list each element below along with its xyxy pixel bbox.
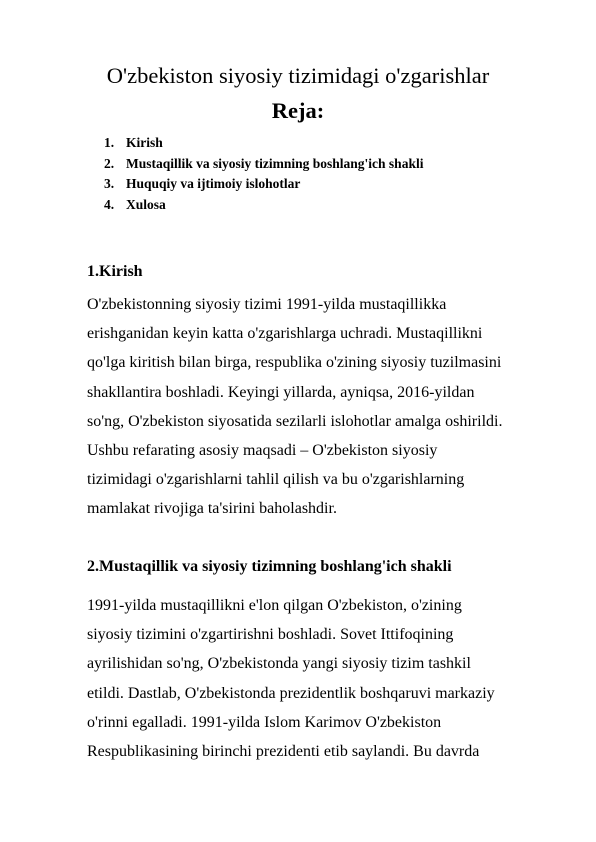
plan-item-label: Huquqiy va ijtimoiy islohotlar bbox=[126, 176, 301, 192]
paragraph-line: mamlakat rivojiga ta'sirini baholashdir. bbox=[87, 500, 337, 518]
plan-item-label: Kirish bbox=[126, 135, 163, 150]
paragraph-line: O'zbekistonning siyosiy tizimi 1991-yilda mustaqillikka bbox=[87, 296, 447, 313]
plan-list bbox=[104, 133, 423, 216]
paragraph-line: qo'lga kiritish bilan birga, respublika o'zining siyosiy tuzilmasini bbox=[87, 354, 502, 372]
plan-item bbox=[104, 195, 423, 216]
plan-item bbox=[104, 174, 423, 195]
paragraph-line: shakllantira boshladi. Keyingi yillarda, ayniqsa, 2016-yildan bbox=[87, 383, 475, 401]
section-heading-kirish: 1.Kirish bbox=[87, 263, 143, 280]
plan-item-number: 1. bbox=[104, 135, 115, 150]
plan-item-number: 4. bbox=[104, 197, 115, 213]
paragraph-line: o'rinni egalladi. 1991-yilda Islom Karimov O'zbekiston bbox=[87, 713, 442, 731]
document-title: O'zbekiston siyosiy tizimidagi o'zgarishlar bbox=[106, 63, 490, 88]
paragraph-line: etildi. Dastlab, O'zbekistonda prezidentlik boshqaruvi markaziy bbox=[87, 684, 495, 702]
paragraph-line: so'ng, O'zbekiston siyosatida sezilarli islohotlar amalga oshirildi. bbox=[87, 412, 503, 430]
section-heading-mustaqillik: 2.Mustaqillik va siyosiy tizimning boshlang'ich shakli bbox=[87, 558, 452, 575]
plan-item-number: 2. bbox=[104, 155, 115, 171]
paragraph-line: Respublikasining birinchi prezidenti etib saylandi. Bu davrda bbox=[87, 742, 480, 760]
paragraph-line: 1991-yilda mustaqillikni e'lon qilgan O'zbekiston, o'zining bbox=[87, 597, 462, 614]
section-paragraph-kirish bbox=[87, 290, 557, 524]
plan-item-label: Mustaqillik va siyosiy tizimning boshlang'ich shakli bbox=[126, 155, 424, 171]
paragraph-line: tizimidagi o'zgarishlarni tahlil qilish va bu o'zgarishlarning bbox=[87, 471, 465, 489]
paragraph-line: ayrilishidan so'ng, O'zbekistonda yangi siyosiy tizim tashkil bbox=[87, 655, 471, 673]
paragraph-line: siyosiy tizimini o'zgartirishni boshladi. Sovet Ittifoqining bbox=[87, 626, 454, 644]
plan-item-label: Xulosa bbox=[126, 197, 166, 213]
plan-heading: Reja: bbox=[271, 98, 325, 123]
paragraph-line: Ushbu refarating asosiy maqsadi – O'zbekiston siyosiy bbox=[87, 441, 438, 459]
section-paragraph-mustaqillik bbox=[87, 591, 557, 766]
plan-item bbox=[104, 154, 423, 175]
paragraph-line: erishganidan keyin katta o'zgarishlarga uchradi. Mustaqillikni bbox=[87, 325, 483, 343]
plan-item-number: 3. bbox=[104, 176, 115, 192]
plan-item bbox=[104, 133, 423, 154]
